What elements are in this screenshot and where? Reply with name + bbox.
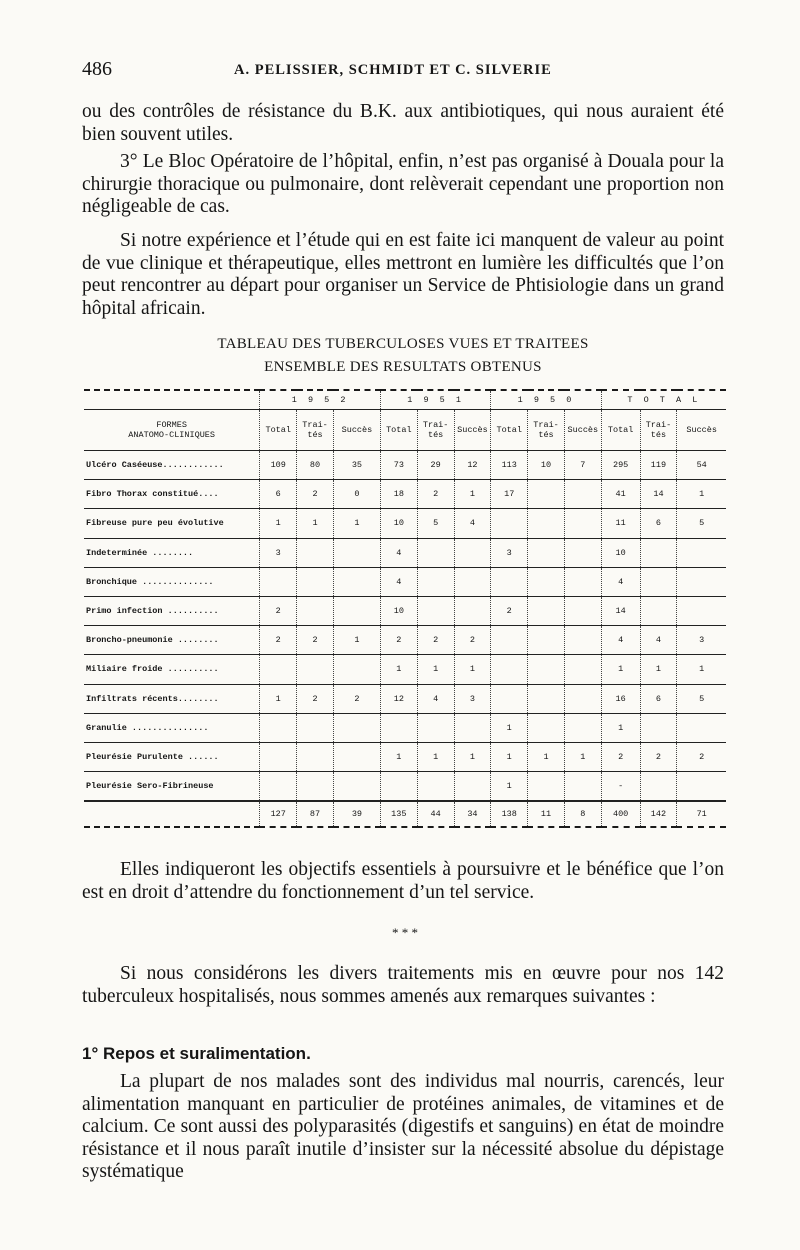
table-cell: 0	[333, 480, 380, 509]
table-cell: 41	[601, 480, 640, 509]
table-cell	[564, 626, 601, 655]
subheader-traites: Trai- tés	[297, 410, 334, 451]
row-label: Infiltrats récents........	[84, 684, 260, 713]
table-cell: 12	[380, 684, 417, 713]
table-row	[84, 480, 726, 509]
table-cell	[380, 713, 417, 742]
table-cell	[260, 772, 297, 802]
table-cell	[333, 567, 380, 596]
table-cell	[640, 772, 677, 802]
table-cell	[528, 772, 565, 802]
table-cell	[260, 742, 297, 771]
table-cell	[297, 538, 334, 567]
row-label: Broncho-pneumonie ........	[84, 626, 260, 655]
table-cell: 4	[380, 567, 417, 596]
table-cell: 5	[677, 509, 726, 538]
subheader-traites: Trai- tés	[640, 410, 677, 451]
table-cell: 1	[454, 480, 491, 509]
table-cell: 3	[260, 538, 297, 567]
table-cell: 5	[677, 684, 726, 713]
table-cell	[333, 772, 380, 802]
year-header-1951: 1 9 5 1	[380, 390, 490, 410]
total-cell: 142	[640, 801, 677, 827]
table-cell	[528, 567, 565, 596]
table-cell: 1	[260, 684, 297, 713]
table-cell	[333, 742, 380, 771]
table-cell: 2	[677, 742, 726, 771]
subheader-total: Total	[601, 410, 640, 451]
table-cell: 29	[417, 451, 454, 480]
subheader-traites: Trai- tés	[417, 410, 454, 451]
table-cell: 7	[564, 451, 601, 480]
table-cell	[564, 596, 601, 625]
table-cell	[297, 596, 334, 625]
table-row	[84, 538, 726, 567]
table-cell: 35	[333, 451, 380, 480]
table-cell	[640, 538, 677, 567]
page-number: 486	[82, 58, 112, 80]
totals-row	[84, 801, 726, 827]
table-cell: 1	[677, 480, 726, 509]
year-header-total: T O T A L	[601, 390, 726, 410]
table-cell	[528, 713, 565, 742]
table-cell: 5	[417, 509, 454, 538]
table-cell: 80	[297, 451, 334, 480]
paragraph-2: 3° Le Bloc Opératoire de l’hôpital, enfin, n’est pas organisé à Douala pour la chirurgie thoracique ou pulmonaire, dont relèverait cependant une proportion non négligeable de cas.	[82, 151, 724, 217]
row-label: Ulcéro Caséeuse............	[84, 451, 260, 480]
table-cell	[528, 626, 565, 655]
total-cell: 400	[601, 801, 640, 827]
table-cell: 6	[640, 684, 677, 713]
table-cell: 2	[417, 626, 454, 655]
table-cell	[380, 772, 417, 802]
table-cell	[297, 655, 334, 684]
table-cell: 1	[333, 509, 380, 538]
total-cell: 8	[564, 801, 601, 827]
table-cell	[333, 538, 380, 567]
paragraph-5: Si nous considérons les divers traitements mis en œuvre pour nos 142 tuberculeux hospitalisés, nous sommes amenés aux remarques suivantes :	[82, 963, 724, 1007]
table-row	[84, 655, 726, 684]
paragraph-1: ou des contrôles de résistance du B.K. aux antibiotiques, qui nous auraient été bien souvent utiles.	[82, 101, 724, 145]
table-cell: 1	[380, 655, 417, 684]
table-cell: 12	[454, 451, 491, 480]
table-cell	[297, 772, 334, 802]
section-separator	[390, 927, 420, 938]
table-cell: 14	[601, 596, 640, 625]
table-cell	[454, 567, 491, 596]
row-label: Miliaire froide ..........	[84, 655, 260, 684]
paragraph-3: Si notre expérience et l’étude qui en est faite ici manquent de valeur au point de vue clinique et thérapeutique, elles mettront en lumière les difficultés que l’on peut rencontrer au départ pour organiser un Service de Phtisiologie dans un grand hôpital africain.	[82, 230, 724, 319]
table-cell	[417, 713, 454, 742]
table-cell	[297, 567, 334, 596]
table-cell	[528, 596, 565, 625]
table-cell	[260, 713, 297, 742]
total-cell: 127	[260, 801, 297, 827]
table-cell: 1	[491, 713, 528, 742]
row-label: Indeterminée ........	[84, 538, 260, 567]
table-cell	[417, 596, 454, 625]
section-heading: 1° Repos et suralimentation.	[82, 1044, 311, 1063]
table-cell	[677, 713, 726, 742]
subheader-succes: Succès	[333, 410, 380, 451]
table-cell	[528, 684, 565, 713]
table-cell	[677, 772, 726, 802]
blank-header-cell	[84, 390, 260, 410]
table-cell	[677, 538, 726, 567]
table-cell	[333, 713, 380, 742]
table-cell: 4	[640, 626, 677, 655]
table-cell: 10	[380, 596, 417, 625]
subheader-succes: Succès	[677, 410, 726, 451]
table-cell: 2	[491, 596, 528, 625]
table-cell	[491, 509, 528, 538]
table-cell: 2	[260, 596, 297, 625]
subheader-total: Total	[491, 410, 528, 451]
table-cell: 1	[454, 655, 491, 684]
table-cell	[564, 655, 601, 684]
table-cell: 2	[333, 684, 380, 713]
table-cell: 1	[380, 742, 417, 771]
table-row	[84, 451, 726, 480]
table-cell: 14	[640, 480, 677, 509]
table-cell: 11	[601, 509, 640, 538]
row-label: Fibro Thorax constitué....	[84, 480, 260, 509]
table-body	[84, 451, 726, 802]
table-row	[84, 742, 726, 771]
total-cell: 135	[380, 801, 417, 827]
table-cell	[640, 596, 677, 625]
row-label: Bronchique ..............	[84, 567, 260, 596]
separator-stars: * * *	[392, 925, 418, 940]
table-subtitle: ENSEMBLE DES RESULTATS OBTENUS	[264, 359, 542, 375]
row-label: Fibreuse pure peu évolutive	[84, 509, 260, 538]
results-table	[84, 389, 726, 828]
forms-header-line1: FORMES	[156, 420, 187, 430]
table-cell: 2	[297, 684, 334, 713]
table-cell: 1	[333, 626, 380, 655]
table-cell	[297, 713, 334, 742]
table-cell: 295	[601, 451, 640, 480]
table-row	[84, 626, 726, 655]
table-cell: 2	[297, 480, 334, 509]
table-cell: 6	[640, 509, 677, 538]
table-cell: 2	[380, 626, 417, 655]
table-cell: 16	[601, 684, 640, 713]
table-row	[84, 567, 726, 596]
table-cell: 1	[528, 742, 565, 771]
table-cell: 1	[297, 509, 334, 538]
year-header-row	[84, 390, 726, 410]
table-cell	[564, 538, 601, 567]
row-label: Pleurésie Purulente ......	[84, 742, 260, 771]
table-cell	[454, 596, 491, 625]
total-cell: 44	[417, 801, 454, 827]
paragraph-6: La plupart de nos malades sont des individus mal nourris, carencés, leur alimentation manquant en particulier de protéines animales, de vitamines et de calcium. Ce sont aussi des polyparasités (digestifs et sanguins) en état de moindre résistance et il nous paraît inutile d’insister sur la nécessité absolue du dépistage systématique	[82, 1071, 724, 1182]
table-cell	[564, 509, 601, 538]
subheader-row	[84, 410, 726, 451]
table-cell: -	[601, 772, 640, 802]
table-cell	[260, 567, 297, 596]
table-cell: 4	[417, 684, 454, 713]
subheader-total: Total	[380, 410, 417, 451]
table-cell: 4	[380, 538, 417, 567]
table-cell	[417, 538, 454, 567]
table-cell: 2	[297, 626, 334, 655]
table-cell	[333, 596, 380, 625]
table-cell	[491, 567, 528, 596]
total-cell: 87	[297, 801, 334, 827]
table-cell	[677, 596, 726, 625]
table-cell: 4	[601, 626, 640, 655]
table-cell: 4	[454, 509, 491, 538]
row-label: Granulie ...............	[84, 713, 260, 742]
year-header-1950: 1 9 5 0	[491, 390, 601, 410]
table-cell	[454, 772, 491, 802]
table-cell: 10	[601, 538, 640, 567]
total-cell: 71	[677, 801, 726, 827]
table-cell: 1	[564, 742, 601, 771]
total-cell: 39	[333, 801, 380, 827]
table-cell: 2	[640, 742, 677, 771]
table-cell: 1	[491, 772, 528, 802]
forms-header	[84, 410, 260, 451]
subheader-succes: Succès	[454, 410, 491, 451]
table-cell: 6	[260, 480, 297, 509]
total-cell: 34	[454, 801, 491, 827]
table-cell	[417, 567, 454, 596]
table-cell	[528, 655, 565, 684]
table-cell: 1	[491, 742, 528, 771]
table-cell	[640, 713, 677, 742]
running-head: A. PELISSIER, SCHMIDT ET C. SILVERIE	[234, 62, 552, 78]
table-cell	[528, 538, 565, 567]
table-cell	[564, 713, 601, 742]
table-cell: 109	[260, 451, 297, 480]
table-cell: 1	[417, 742, 454, 771]
subheader-succes: Succès	[564, 410, 601, 451]
table-cell: 3	[491, 538, 528, 567]
table-cell: 10	[528, 451, 565, 480]
table-cell: 18	[380, 480, 417, 509]
table-cell: 1	[640, 655, 677, 684]
paragraph-4: Elles indiqueront les objectifs essentiels à poursuivre et le bénéfice que l’on est en droit d’attendre du fonctionnement d’un tel service.	[82, 859, 724, 903]
table-cell	[677, 567, 726, 596]
table-cell	[564, 567, 601, 596]
table-cell	[297, 742, 334, 771]
table-row	[84, 772, 726, 802]
table-cell	[417, 772, 454, 802]
table-cell	[260, 655, 297, 684]
totals-label-cell	[84, 801, 260, 827]
table-cell: 1	[454, 742, 491, 771]
table-cell: 1	[601, 713, 640, 742]
table-cell	[454, 713, 491, 742]
table-cell	[528, 509, 565, 538]
row-label: Primo infection ..........	[84, 596, 260, 625]
table-cell: 1	[601, 655, 640, 684]
table-cell	[640, 567, 677, 596]
total-cell: 11	[528, 801, 565, 827]
table-cell: 54	[677, 451, 726, 480]
total-cell: 138	[491, 801, 528, 827]
table-row	[84, 713, 726, 742]
table-row	[84, 596, 726, 625]
table-cell: 1	[677, 655, 726, 684]
subheader-total: Total	[260, 410, 297, 451]
table-cell: 2	[601, 742, 640, 771]
year-header-1952: 1 9 5 2	[260, 390, 381, 410]
table-cell	[454, 538, 491, 567]
table-row	[84, 509, 726, 538]
table-cell: 4	[601, 567, 640, 596]
table-cell: 2	[454, 626, 491, 655]
table-cell: 2	[260, 626, 297, 655]
table-cell: 73	[380, 451, 417, 480]
table-cell	[491, 684, 528, 713]
row-label: Pleurésie Sero-Fibrineuse	[84, 772, 260, 802]
table-cell	[564, 480, 601, 509]
table-cell: 17	[491, 480, 528, 509]
table-cell	[564, 772, 601, 802]
forms-header-line2: ANATOMO-CLINIQUES	[128, 430, 216, 440]
table-cell	[491, 626, 528, 655]
table-cell: 113	[491, 451, 528, 480]
table-cell	[564, 684, 601, 713]
page-header	[82, 58, 742, 82]
table-cell	[491, 655, 528, 684]
table-cell: 3	[677, 626, 726, 655]
table-title: TABLEAU DES TUBERCULOSES VUES ET TRAITEES	[217, 336, 589, 352]
table-cell: 1	[260, 509, 297, 538]
table-row	[84, 684, 726, 713]
subheader-traites: Trai- tés	[528, 410, 565, 451]
table-cell: 119	[640, 451, 677, 480]
table-cell: 2	[417, 480, 454, 509]
table-cell	[333, 655, 380, 684]
table-cell	[528, 480, 565, 509]
table-cell: 3	[454, 684, 491, 713]
table-cell: 10	[380, 509, 417, 538]
table-cell: 1	[417, 655, 454, 684]
